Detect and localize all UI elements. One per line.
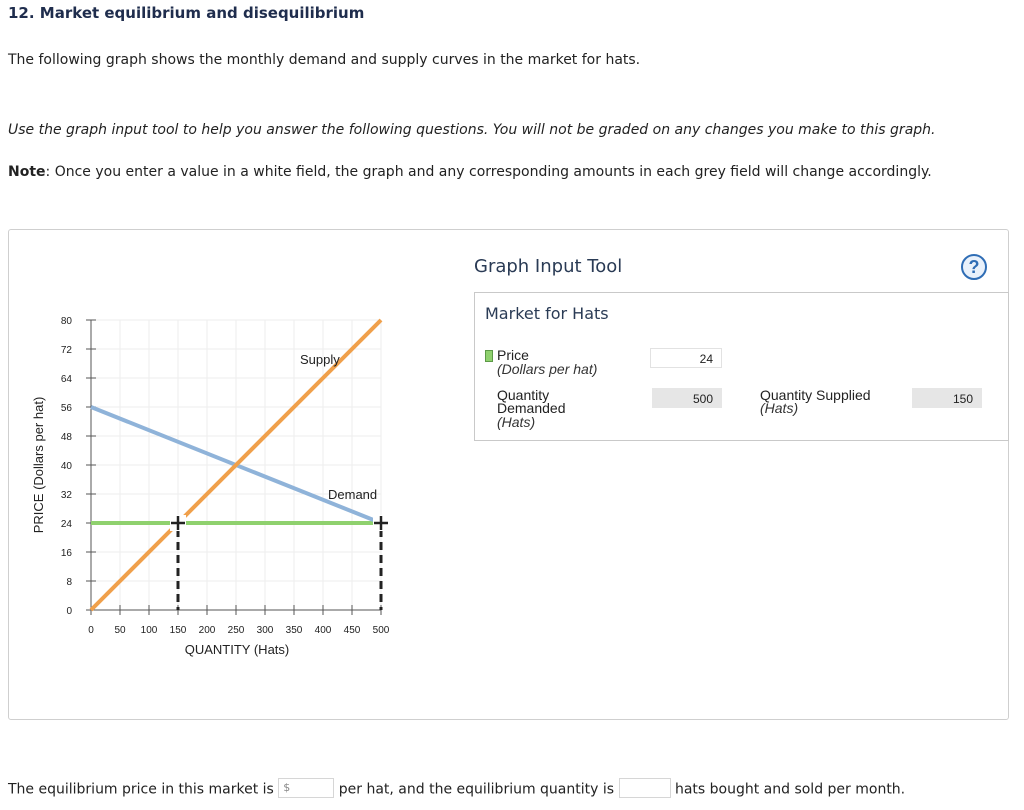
x-tick-label: 50 xyxy=(114,625,126,636)
x-tick-label: 200 xyxy=(198,625,216,636)
y-axis-title: PRICE (Dollars per hat) xyxy=(31,396,46,534)
y-tick-label: 40 xyxy=(60,461,72,472)
quantity-supplied-unit: (Hats) xyxy=(760,400,799,416)
instruction-text: Use the graph input tool to help you answer the following questions. You will not be graded on any changes you make to this graph. xyxy=(8,122,936,138)
answer-text-1: The equilibrium price in this market is xyxy=(8,781,274,798)
y-tick-label: 32 xyxy=(60,490,72,501)
graph-input-tool-title: Graph Input Tool xyxy=(474,256,623,277)
quantity-demanded-unit: (Hats) xyxy=(497,414,536,430)
market-title: Market for Hats xyxy=(485,304,609,323)
graph-panel xyxy=(8,229,1009,720)
x-tick-label: 300 xyxy=(256,625,274,636)
quantity-supplied-label: Quantity Supplied xyxy=(760,387,871,403)
y-tick-label: 16 xyxy=(60,548,72,559)
y-tick-label: 80 xyxy=(60,316,72,327)
y-tick-label: 48 xyxy=(60,432,72,443)
question-intro: The following graph shows the monthly demand and supply curves in the market for hats. xyxy=(8,52,641,68)
x-axis-title: QUANTITY (Hats) xyxy=(184,642,290,657)
supply-label: Supply xyxy=(300,352,340,367)
y-tick-label: 8 xyxy=(66,577,72,588)
price-unit: (Dollars per hat) xyxy=(497,361,598,377)
y-tick-label: 0 xyxy=(66,606,72,617)
x-tick-label: 350 xyxy=(285,625,303,636)
x-tick-label: 150 xyxy=(169,625,187,636)
demand-label: Demand xyxy=(328,487,378,502)
graph-input-tool xyxy=(474,292,1009,441)
note-body: : Once you enter a value in a white field, the graph and any corresponding amounts in each grey field will change accordingly. xyxy=(45,164,932,180)
equilibrium-price-input[interactable] xyxy=(278,778,334,798)
answer-text-2: per hat, and the equilibrium quantity is xyxy=(338,781,615,798)
x-tick-label: 400 xyxy=(314,625,332,636)
x-tick-label: 100 xyxy=(140,625,158,636)
answer-sentence xyxy=(8,781,905,798)
x-tick-label: 450 xyxy=(343,625,361,636)
y-tick-label: 64 xyxy=(60,374,72,385)
note-label: Note xyxy=(8,164,46,180)
x-tick-label: 250 xyxy=(227,625,245,636)
quantity-demanded-field: 500 xyxy=(652,388,722,408)
y-tick-label: 56 xyxy=(60,403,72,414)
note-text xyxy=(8,164,932,180)
price-legend-swatch xyxy=(485,350,493,362)
x-tick-label: 500 xyxy=(372,625,390,636)
price-input[interactable]: 24 xyxy=(650,348,722,368)
dollar-sign: $ xyxy=(283,781,291,794)
x-tick-label: 0 xyxy=(88,625,94,636)
quantity-demanded-label-2: Demanded xyxy=(497,400,566,416)
market-graph[interactable] xyxy=(9,230,469,670)
answer-text-3: hats bought and sold per month. xyxy=(674,781,906,798)
quantity-supplied-field: 150 xyxy=(912,388,982,408)
quantity-demanded-label-1: Quantity xyxy=(497,387,550,403)
y-tick-label: 72 xyxy=(60,345,72,356)
help-icon[interactable]: ? xyxy=(961,254,987,280)
question-title: 12. Market equilibrium and disequilibrium xyxy=(8,4,365,22)
equilibrium-quantity-input[interactable] xyxy=(619,778,671,798)
price-label: Price xyxy=(497,347,529,363)
y-tick-label: 24 xyxy=(60,519,72,530)
